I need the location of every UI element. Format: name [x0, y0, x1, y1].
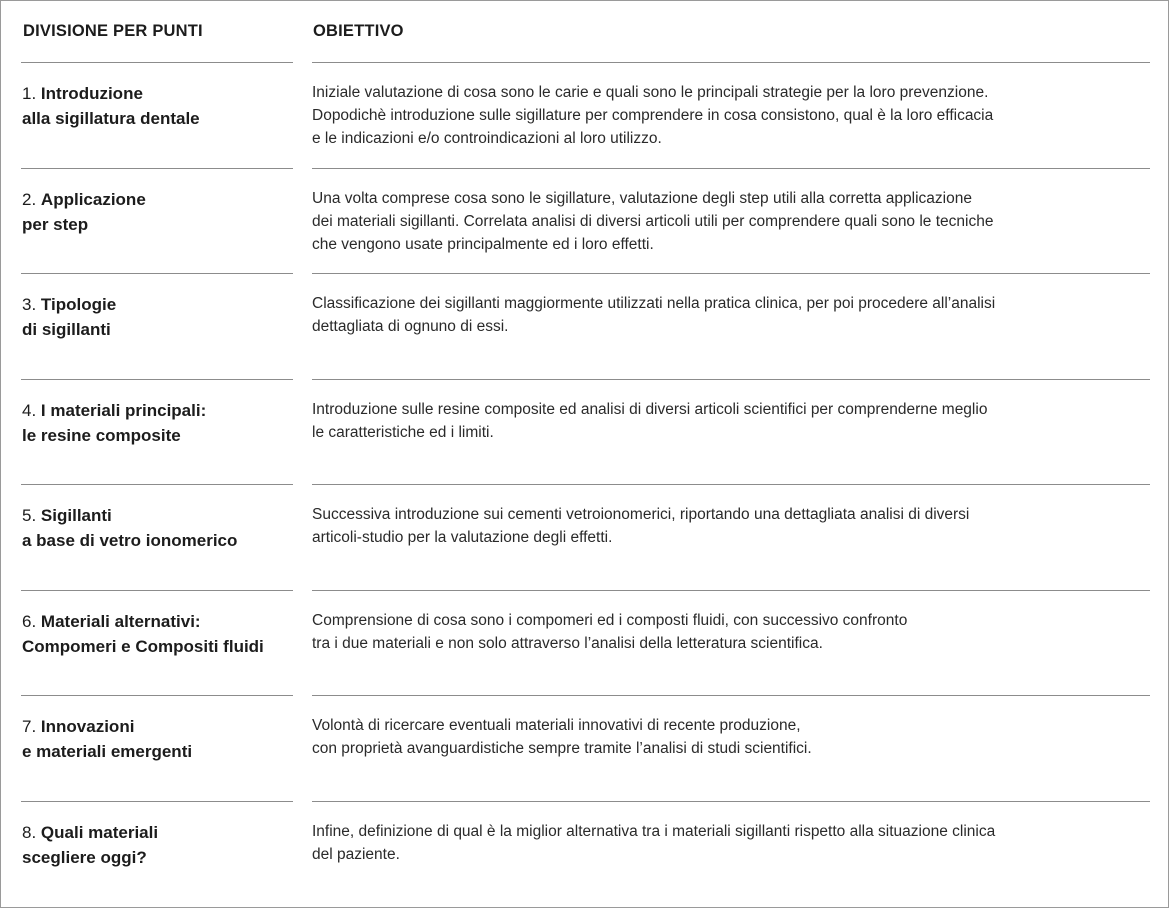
- description-line: Iniziale valutazione di cosa sono le carie e quali sono le principali strategie per la loro prevenzione.: [312, 84, 989, 101]
- description-line: tra i due materiali e non solo attraverso l’analisi della letteratura scientifica.: [312, 635, 823, 652]
- section-description: [312, 820, 1112, 866]
- description-line: articoli-studio per la valutazione degli effetti.: [312, 529, 613, 546]
- section-title-line-2: le resine composite: [22, 426, 181, 445]
- row-divider: [312, 379, 1150, 380]
- section-title: [22, 503, 237, 553]
- description-line: del paziente.: [312, 846, 400, 863]
- section-title-line-1: Materiali alternativi:: [40, 612, 201, 631]
- description-line: Classificazione dei sigillanti maggiormente utilizzati nella pratica clinica, per poi procedere all’analisi: [312, 295, 996, 312]
- section-title: [22, 820, 158, 870]
- section-title-line-2: Compomeri e Compositi fluidi: [22, 637, 264, 656]
- row-divider: [21, 590, 293, 591]
- row-divider: [312, 484, 1150, 485]
- section-title: [22, 81, 200, 131]
- row-divider: [312, 695, 1150, 696]
- description-line: Successiva introduzione sui cementi vetroionomerici, riportando una dettagliata analisi di diversi: [312, 506, 970, 523]
- description-line: con proprietà avanguardistiche sempre tramite l’analisi di studi scientifici.: [312, 740, 812, 757]
- row-divider: [21, 62, 293, 63]
- section-title: [22, 714, 192, 764]
- description-line: le caratteristiche ed i limiti.: [312, 424, 494, 441]
- description-line: Infine, definizione di qual è la miglior alternativa tra i materiali sigillanti rispetto alla situazione clinica: [312, 823, 996, 840]
- section-title: [22, 398, 206, 448]
- section-number: 6.: [22, 612, 37, 631]
- section-title-line-1: Tipologie: [40, 295, 117, 314]
- section-number: 3.: [22, 295, 37, 314]
- section-number: 5.: [22, 506, 37, 525]
- description-line: Comprensione di cosa sono i compomeri ed i composti fluidi, con successivo confronto: [312, 612, 908, 629]
- section-title-line-1: Quali materiali: [40, 823, 159, 842]
- section-description: [312, 187, 1112, 256]
- section-title-line-1: I materiali principali:: [40, 401, 207, 420]
- row-divider: [21, 168, 293, 169]
- description-line: e le indicazioni e/o controindicazioni al loro utilizzo.: [312, 130, 662, 147]
- row-divider: [312, 168, 1150, 169]
- row-divider: [312, 590, 1150, 591]
- description-line: Una volta comprese cosa sono le sigillature, valutazione degli step utili alla corretta applicazione: [312, 190, 972, 207]
- row-divider: [21, 379, 293, 380]
- column-header-objective: OBIETTIVO: [313, 22, 404, 40]
- section-title-line-1: Innovazioni: [40, 717, 135, 736]
- section-number: 7.: [22, 717, 37, 736]
- row-divider: [312, 62, 1150, 63]
- section-description: [312, 503, 1112, 549]
- section-title-line-2: scegliere oggi?: [22, 848, 147, 867]
- section-number: 8.: [22, 823, 37, 842]
- description-line: che vengono usate principalmente ed i loro effetti.: [312, 236, 654, 253]
- section-title-line-1: Applicazione: [40, 190, 146, 209]
- section-title-line-2: e materiali emergenti: [22, 742, 193, 761]
- section-title: [22, 187, 146, 237]
- section-title-line-2: a base di vetro ionomerico: [22, 531, 238, 550]
- row-divider: [312, 801, 1150, 802]
- section-number: 4.: [22, 401, 37, 420]
- section-title-line-1: Sigillanti: [40, 506, 112, 525]
- row-divider: [21, 695, 293, 696]
- section-description: [312, 398, 1112, 444]
- section-description: [312, 609, 1112, 655]
- section-description: [312, 292, 1112, 338]
- section-number: 1.: [22, 84, 37, 103]
- row-divider: [312, 273, 1150, 274]
- section-title-line-1: Introduzione: [40, 84, 143, 103]
- row-divider: [21, 801, 293, 802]
- section-number: 2.: [22, 190, 37, 209]
- section-title: [22, 292, 116, 342]
- description-line: dettagliata di ognuno di essi.: [312, 318, 509, 335]
- section-title: [22, 609, 264, 659]
- section-title-line-2: di sigillanti: [22, 320, 111, 339]
- row-divider: [21, 273, 293, 274]
- description-line: dei materiali sigillanti. Correlata analisi di diversi articoli utili per comprendere quali sono le tecniche: [312, 213, 994, 230]
- description-line: Dopodichè introduzione sulle sigillature per comprendere in cosa consistono, qual è la loro efficacia: [312, 107, 994, 124]
- section-title-line-2: per step: [22, 215, 89, 234]
- section-description: [312, 81, 1112, 150]
- row-divider: [21, 484, 293, 485]
- description-line: Volontà di ricercare eventuali materiali innovativi di recente produzione,: [312, 717, 801, 734]
- description-line: Introduzione sulle resine composite ed analisi di diversi articoli scientifici per comprenderne meglio: [312, 401, 988, 418]
- column-header-points: DIVISIONE PER PUNTI: [23, 22, 203, 40]
- section-title-line-2: alla sigillatura dentale: [22, 109, 200, 128]
- section-description: [312, 714, 1112, 760]
